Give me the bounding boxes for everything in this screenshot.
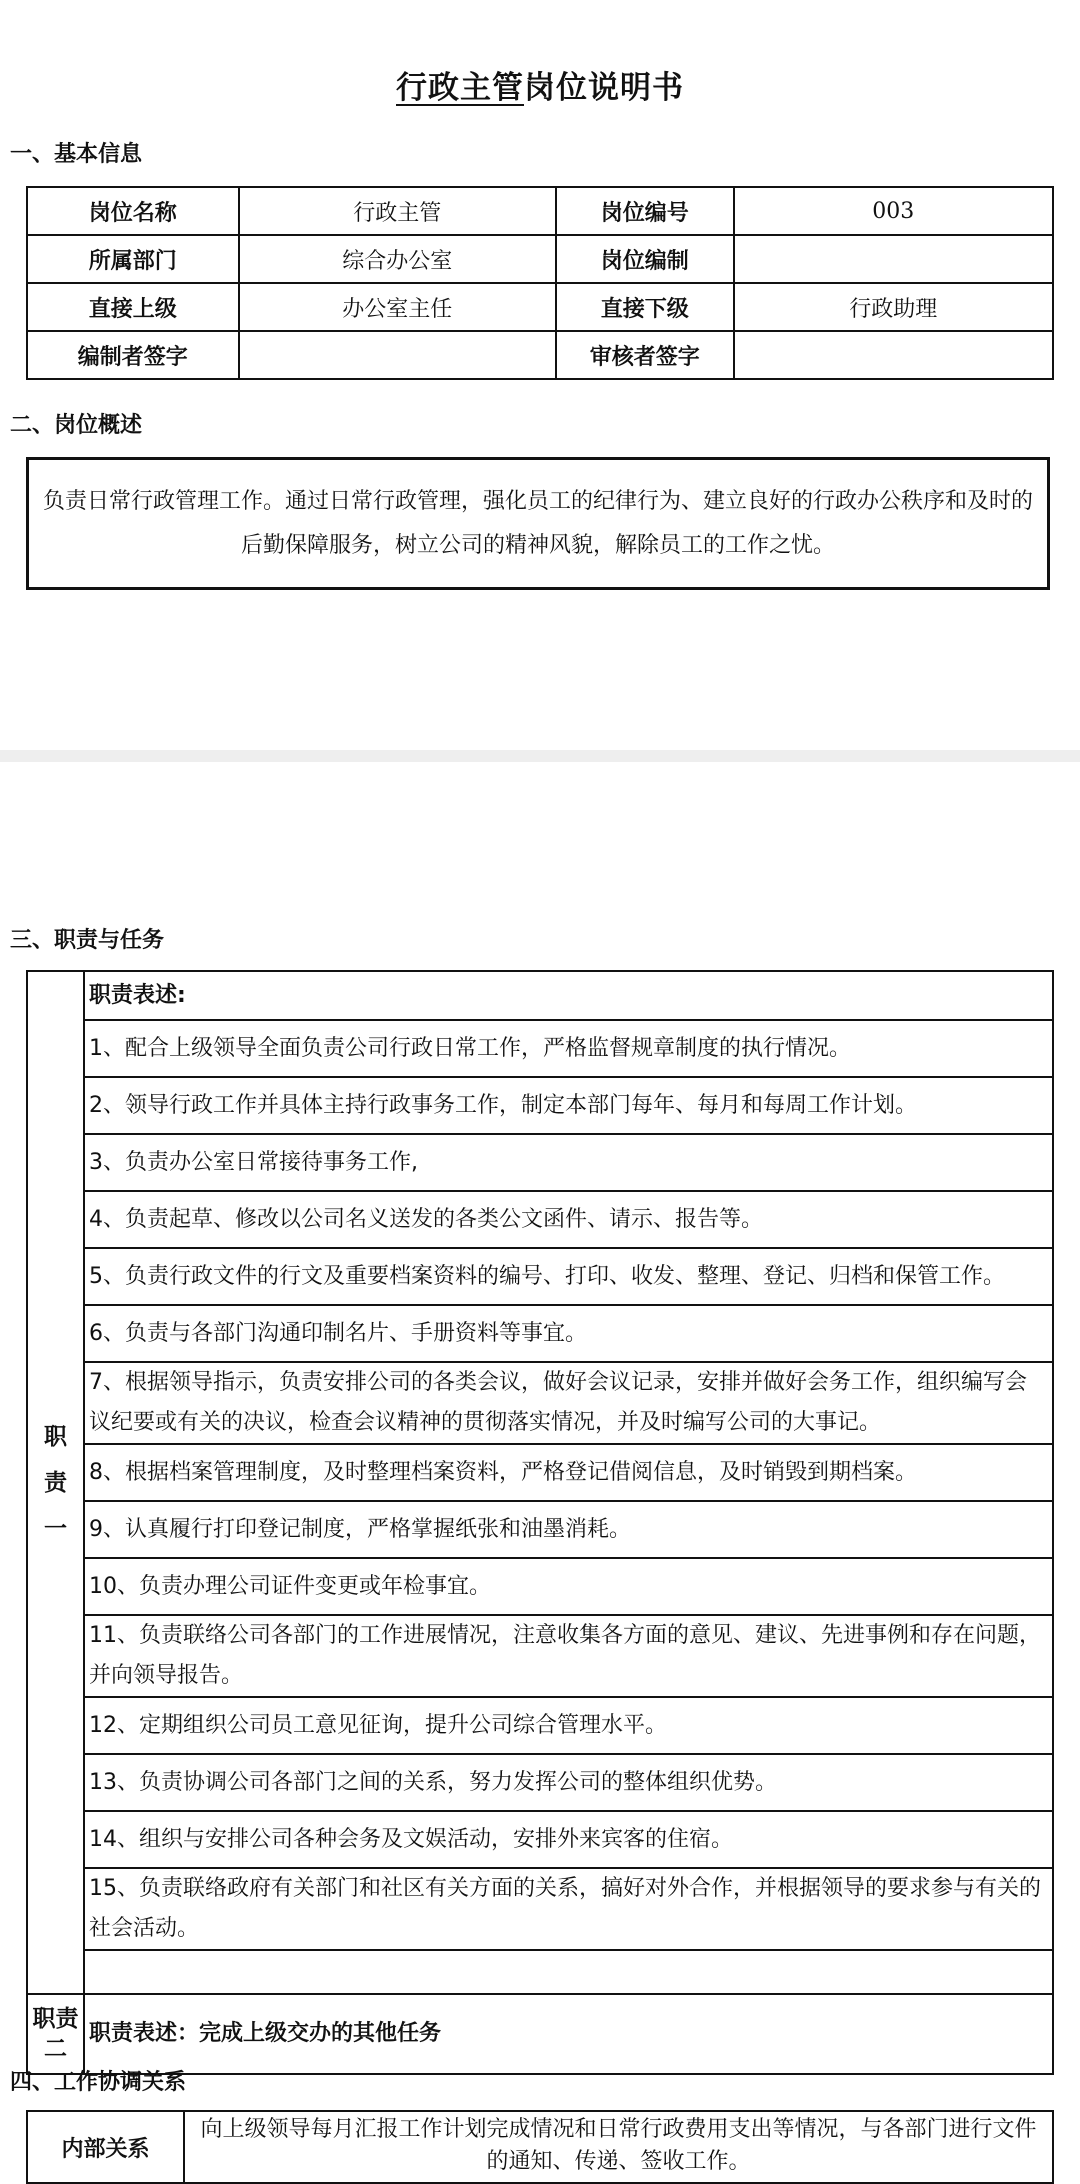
document-page-1 [0,0,1080,750]
duty-item: 9、认真履行打印登记制度，严格掌握纸张和油墨消耗。 [84,1501,1053,1558]
duty-item-row [27,1362,1053,1444]
page-divider [0,750,1080,762]
duty-item-row [27,1697,1053,1754]
info-field-label: 编制者签字 [27,331,239,379]
duty-item-row [27,1444,1053,1501]
info-field-value: 行政助理 [734,283,1053,331]
duty-item: 1、配合上级领导全面负责公司行政日常工作，严格监督规章制度的执行情况。 [84,1020,1053,1077]
info-field-value [734,235,1053,283]
overview-box [26,457,1050,590]
duty-item-row [27,1754,1053,1811]
info-row [27,187,1053,235]
duty2-label [27,1994,84,2074]
duty-item-row [27,1134,1053,1191]
duty-item: 8、根据档案管理制度，及时整理档案资料，严格登记借阅信息，及时销毁到期档案。 [84,1444,1053,1501]
info-field-label: 岗位名称 [27,187,239,235]
coordination-row [27,2111,1053,2183]
duty-item-row [27,1615,1053,1697]
duty-item: 12、定期组织公司员工意见征询，提升公司综合管理水平。 [84,1697,1053,1754]
internal-relations-text: 向上级领导每月汇报工作计划完成情况和日常行政费用支出等情况，与各部门进行文件的通知、传递、签收工作。 [184,2111,1053,2183]
duty-item: 14、组织与安排公司各种会务及文娱活动，安排外来宾客的住宿。 [84,1811,1053,1868]
duty2-text: 职责表述：完成上级交办的其他任务 [84,1994,1053,2074]
internal-relations-label: 内部关系 [27,2111,184,2183]
info-row [27,283,1053,331]
duty1-label-text: 职责一 [43,1423,67,1542]
info-field-value: 003 [734,187,1053,235]
document-title [0,62,1080,107]
info-field-value: 综合办公室 [239,235,556,283]
duty-item-row [27,1020,1053,1077]
duty-item-row [27,1305,1053,1362]
duty2-row [27,1994,1053,2074]
section-overview-heading: 二、岗位概述 [10,413,143,438]
duty-item-row [27,1501,1053,1558]
info-field-value: 行政主管 [239,187,556,235]
duty-item-row [27,1077,1053,1134]
info-row [27,331,1053,379]
info-field-value [734,331,1053,379]
duty-item: 15、负责联络政府有关部门和社区有关方面的关系，搞好对外合作，并根据领导的要求参与有关的社会活动。 [84,1868,1053,1950]
info-field-label: 审核者签字 [556,331,734,379]
coordination-table [26,2110,1054,2184]
info-field-label: 岗位编号 [556,187,734,235]
duty1-label [27,971,84,1994]
duty-item: 13、负责协调公司各部门之间的关系，努力发挥公司的整体组织优势。 [84,1754,1053,1811]
duty1-header: 职责表述: [84,971,1053,1020]
duty-item: 7、根据领导指示，负责安排公司的各类会议，做好会议记录，安排并做好会务工作，组织编写会议纪要或有关的决议，检查会议精神的贯彻落实情况，并及时编写公司的大事记。 [84,1362,1053,1444]
duty-item-row [27,1868,1053,1950]
section-basic-info-heading: 一、基本信息 [10,142,143,167]
duty2-label-text: 职责二 [32,2006,79,2062]
duty-item: 3、负责办公室日常接待事务工作, [84,1134,1053,1191]
duty-item-row [27,1950,1053,1994]
title-underlined-part: 行政主管 [396,70,524,106]
section-duties-heading: 三、职责与任务 [10,928,165,953]
duties-table [26,970,1054,2075]
duty-item: 2、领导行政工作并具体主持行政事务工作，制定本部门每年、每月和每周工作计划。 [84,1077,1053,1134]
duty-item: 5、负责行政文件的行文及重要档案资料的编号、打印、收发、整理、登记、归档和保管工作。 [84,1248,1053,1305]
title-rest: 岗位说明书 [524,70,684,106]
duty-item: 10、负责办理公司证件变更或年检事宜。 [84,1558,1053,1615]
basic-info-table [26,186,1054,380]
duty1-header-row [27,971,1053,1020]
info-field-value [239,331,556,379]
duty-item: 6、负责与各部门沟通印制名片、手册资料等事宜。 [84,1305,1053,1362]
duty-item-row [27,1248,1053,1305]
duty-item: 11、负责联络公司各部门的工作进展情况，注意收集各方面的意见、建议、先进事例和存在问题，并向领导报告。 [84,1615,1053,1697]
duty-item [84,1950,1053,1994]
duty-item: 4、负责起草、修改以公司名义送发的各类公文函件、请示、报告等。 [84,1191,1053,1248]
overview-text: 负责日常行政管理工作。通过日常行政管理，强化员工的纪律行为、建立良好的行政办公秩序和及时的后勤保障服务，树立公司的精神风貌，解除员工的工作之忧。 [43,488,1034,558]
info-field-label: 直接下级 [556,283,734,331]
info-field-label: 直接上级 [27,283,239,331]
duty-item-row [27,1558,1053,1615]
duty-item-row [27,1191,1053,1248]
info-field-label: 岗位编制 [556,235,734,283]
info-field-value: 办公室主任 [239,283,556,331]
info-field-label: 所属部门 [27,235,239,283]
duty-item-row [27,1811,1053,1868]
section-coordination-heading: 四、工作协调关系 [10,2070,187,2095]
info-row [27,235,1053,283]
